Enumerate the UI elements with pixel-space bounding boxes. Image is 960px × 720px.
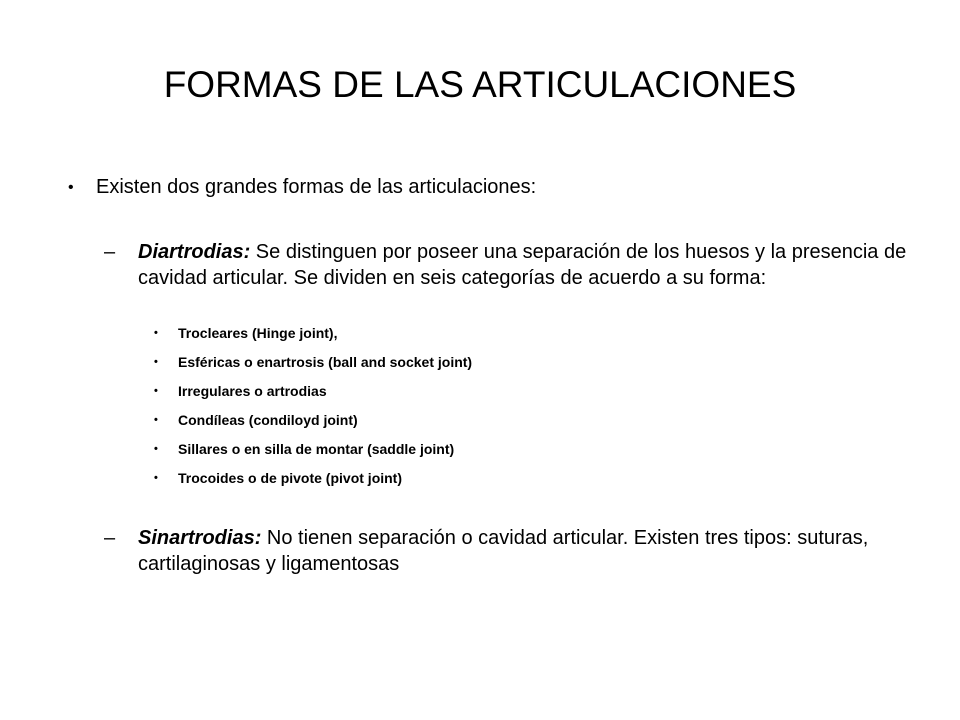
- category-label: Irregulares o artrodias: [178, 383, 327, 399]
- diartrodias-item: [60, 239, 910, 291]
- list-item: [60, 354, 910, 371]
- sinartrodias-text: No tienen separación o cavidad articular. Existen tres tipos: suturas, cartilaginosas y ligamentosas: [138, 527, 869, 575]
- bullet-icon: •: [154, 443, 158, 455]
- intro-bullet: [60, 174, 910, 201]
- bullet-icon: •: [154, 356, 158, 368]
- bullet-icon: •: [68, 179, 74, 196]
- slide-title: FORMAS DE LAS ARTICULACIONES: [163, 64, 797, 105]
- diartrodias-term: Diartrodias:: [138, 241, 251, 263]
- category-label: Trocleares (Hinge joint),: [178, 325, 338, 341]
- diartrodias-text: Se distinguen por poseer una separación de los huesos y la presencia de cavidad articular. Se dividen en seis categorías de acuerdo a su forma:: [138, 241, 907, 289]
- dash-icon: –: [104, 241, 116, 263]
- dash-icon: –: [104, 527, 116, 549]
- list-item: [60, 383, 910, 400]
- slide-content: [60, 174, 910, 577]
- category-label: Condíleas (condiloyd joint): [178, 412, 358, 428]
- diartrodias-categories: [60, 325, 910, 487]
- bullet-icon: •: [154, 414, 158, 426]
- list-item: [60, 325, 910, 342]
- category-label: Trocoides o de pivote (pivot joint): [178, 470, 403, 486]
- bullet-icon: •: [154, 472, 158, 484]
- intro-text: Existen dos grandes formas de las articulaciones:: [96, 176, 537, 198]
- list-item: [60, 412, 910, 429]
- category-label: Sillares o en silla de montar (saddle joint): [178, 441, 455, 457]
- bullet-icon: •: [154, 327, 158, 339]
- sinartrodias-term: Sinartrodias:: [138, 527, 262, 549]
- category-label: Esféricas o enartrosis (ball and socket joint): [178, 354, 473, 370]
- list-item: [60, 470, 910, 487]
- list-item: [60, 441, 910, 458]
- sinartrodias-item: [60, 525, 910, 577]
- bullet-icon: •: [154, 385, 158, 397]
